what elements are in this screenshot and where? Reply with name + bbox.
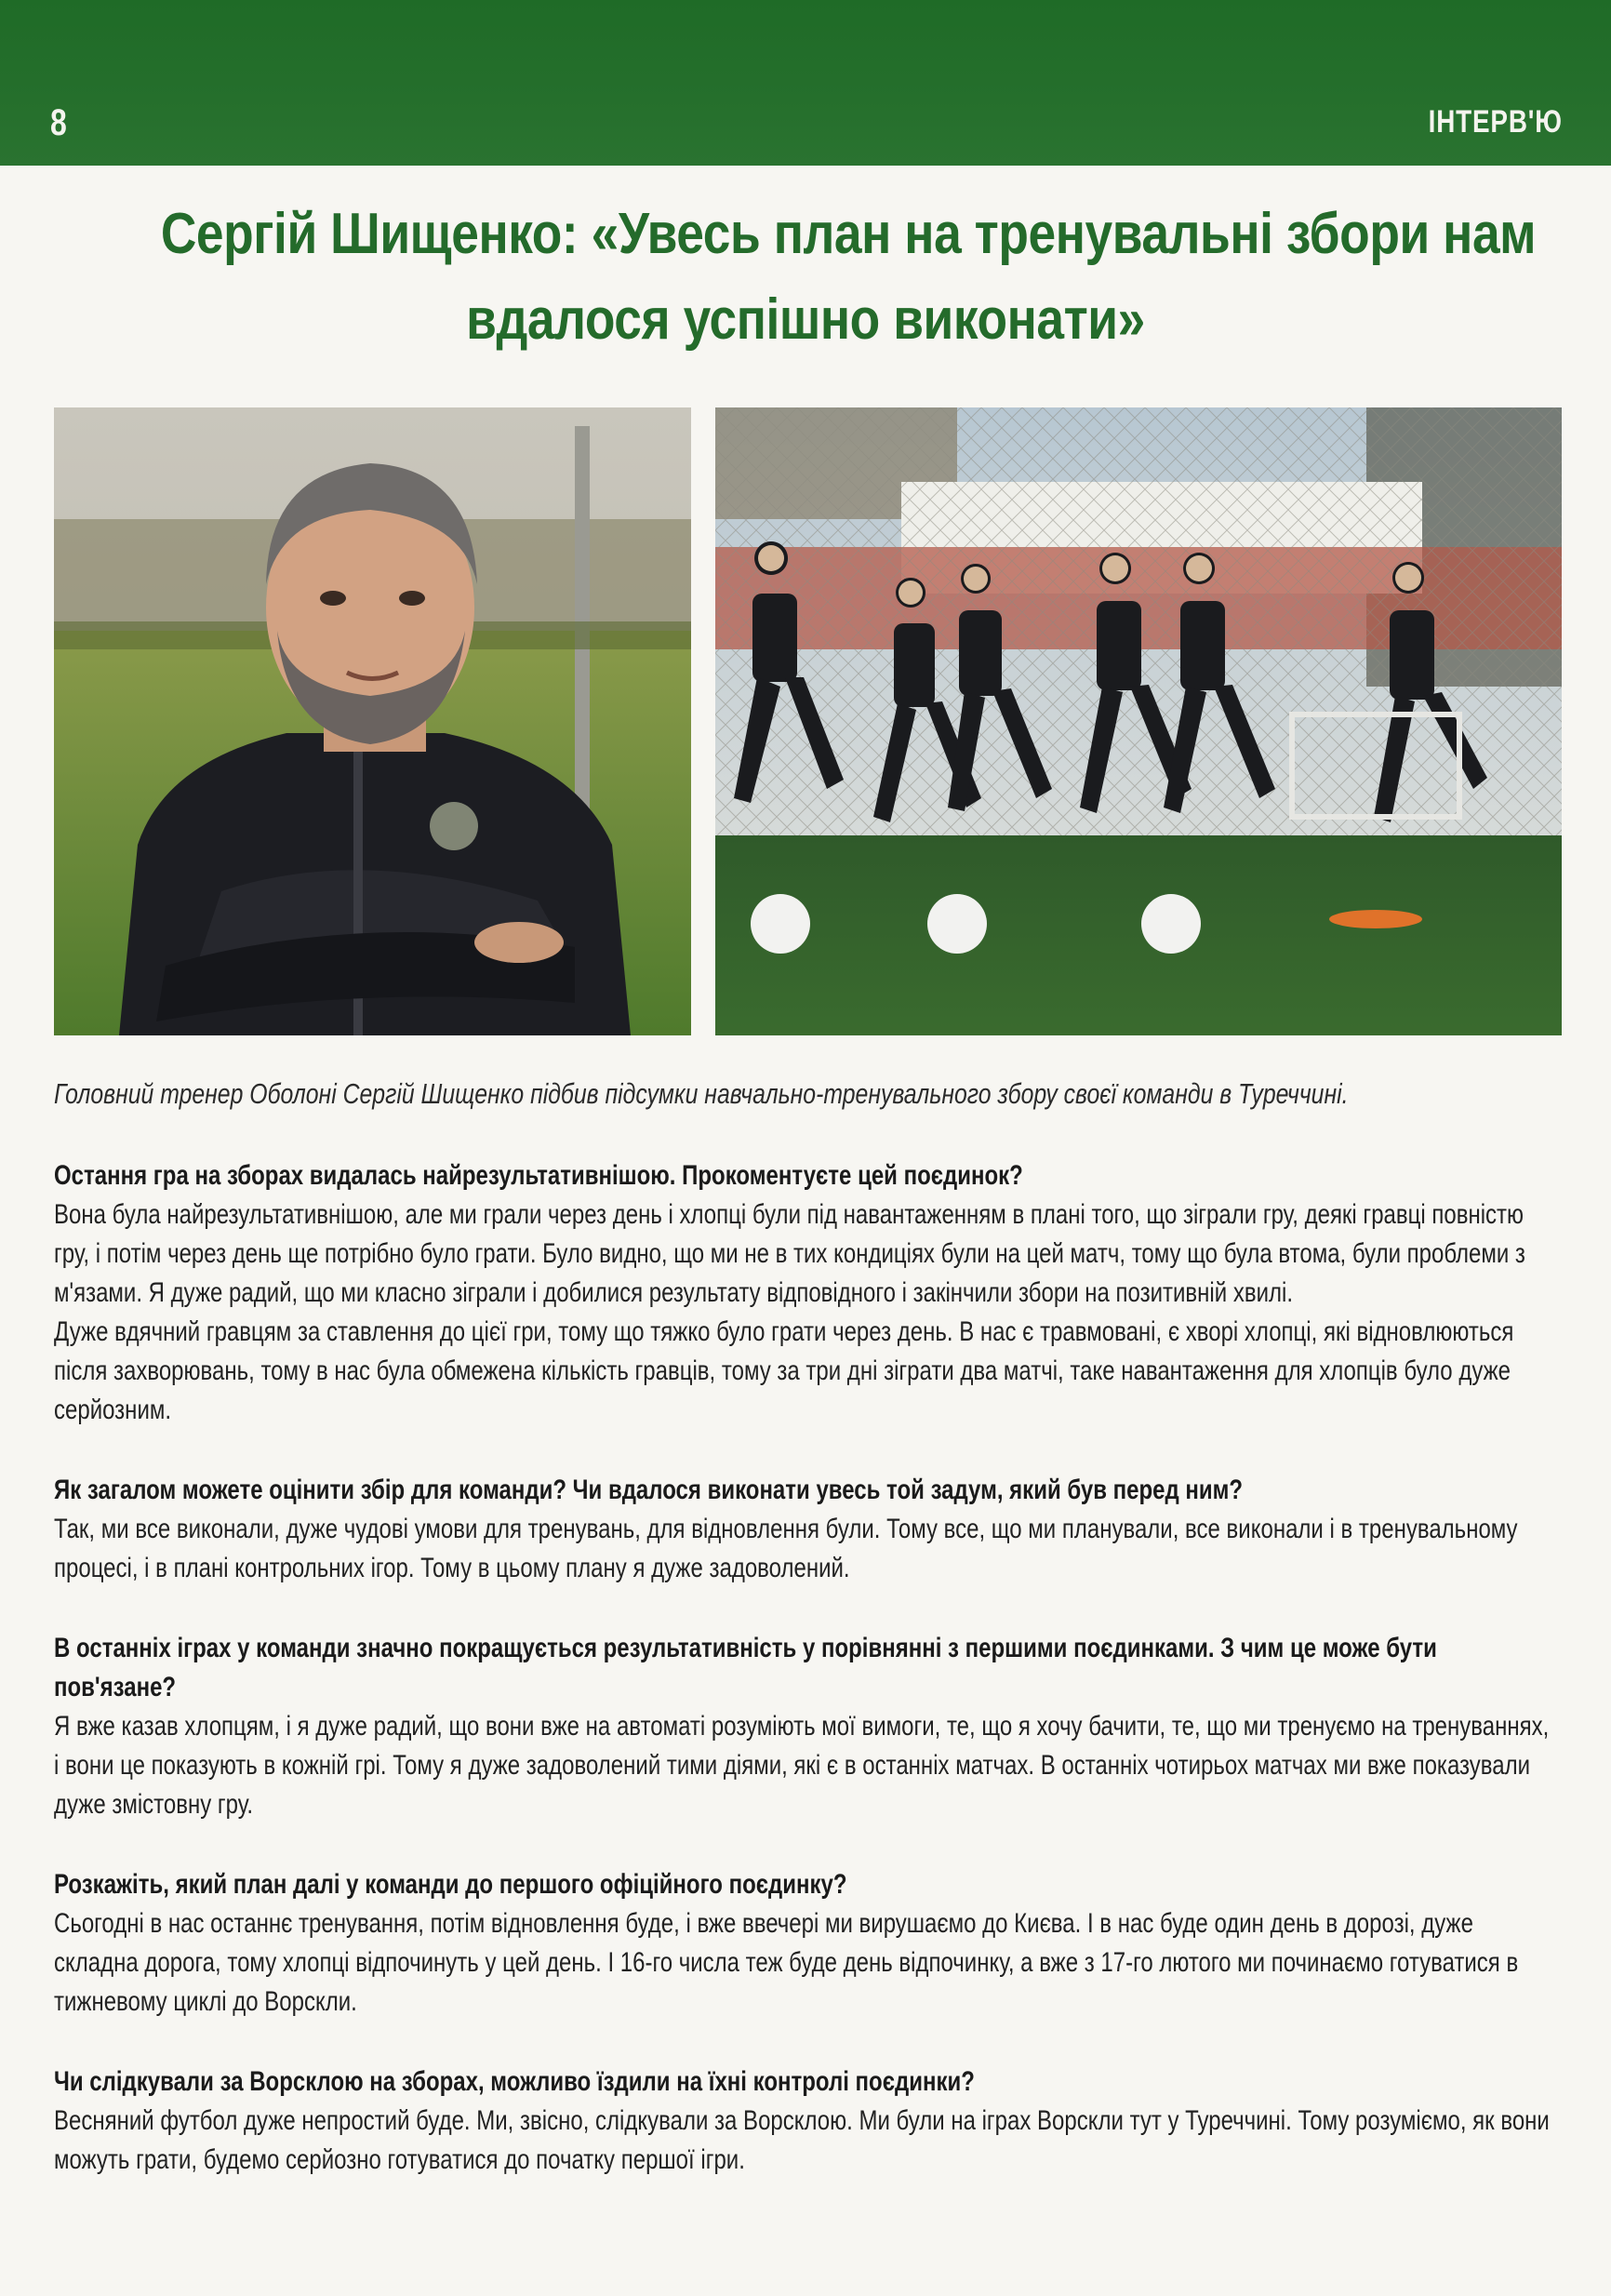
answer-2-paragraph-1: Так, ми все виконали, дуже чудові умови для тренувань, для відновлення були. Тому все, що ми планували, все виконали і в тренувальному процесі, і в плані контрольних ігор. Тому в цьому плану я дуже задоволений. — [54, 1514, 1518, 1583]
header-bar — [0, 0, 1611, 166]
coach-portrait-photo — [54, 407, 691, 1035]
question-4: Розкажіть, який план далі у команди до першого офіційного поєдинку? — [54, 1869, 847, 1900]
interview-block-4 — [54, 1865, 1557, 2022]
question-1: Остання гра на зборах видалась найрезультативнішою. Прокоментуєте цей поєдинок? — [54, 1160, 1023, 1191]
answer-1-paragraph-2: Дуже вдячний гравцям за ставлення до цієї гри, тому що тяжко було грати через день. В нас є травмовані, є хворі хлопці, які відновлюються після захворювань, тому в нас була обмежена кількість гравців, тому за три дні зіграти два матчі, таке навантаження для хлопців було дуже серйозним. — [54, 1316, 1514, 1425]
answer-5-paragraph-1: Весняний футбол дуже непростий буде. Ми, звісно, слідкували за Ворсклою. Ми були на іграх Ворскли тут у Туреччині. Тому розуміємо, як вони можуть грати, будемо серйозно готуватися до початку першої ігри. — [54, 2105, 1550, 2175]
interview-block-1 — [54, 1156, 1557, 1430]
interview-block-2 — [54, 1471, 1557, 1588]
page-number: 8 — [50, 102, 67, 143]
question-2: Як загалом можете оцінити збір для команди? Чи вдалося виконати увесь той задум, який був перед ним? — [54, 1475, 1244, 1505]
interview-body — [54, 1156, 1557, 2221]
answer-3-paragraph-1: Я вже казав хлопцям, і я дуже радий, що вони вже на автоматі розуміють мої вимоги, те, що я хочу бачити, те, що ми тренуємо на тренуваннях, і вони це показують в кожній грі. Тому я дуже задоволений тими діями, які є в останніх матчах. В останніх чотирьох матчах ми вже показували дуже змістовну гру. — [54, 1711, 1550, 1820]
photo-caption: Головний тренер Оболоні Сергій Шищенко підбив підсумки навчально-тренувального збору своєї команди в Туреччині. — [54, 1077, 1349, 1110]
answer-1-paragraph-1: Вона була найрезультативнішою, але ми грали через день і хлопці були під навантаженням в плані того, що зіграли гру, деякі гравці повністю гру, і потім через день ще потрібно було грати. Було видно, що ми не в тих кондиціях були на цей матч, тому що була втома, були проблеми з м'язами. Я дуже радий, що ми класно зіграли і добилися результату відповідного і закінчили збори на позитивній хвилі. — [54, 1199, 1525, 1308]
section-label: ІНТЕРВ'Ю — [1428, 104, 1563, 140]
question-5: Чи слідкували за Ворсклою на зборах, можливо їздили на їхні контролі поєдинки? — [54, 2066, 975, 2097]
interview-block-5 — [54, 2062, 1557, 2180]
interview-block-3 — [54, 1629, 1557, 1824]
headline-line-2: вдалося успішно виконати» — [466, 287, 1145, 352]
team-training-photo — [715, 407, 1562, 1035]
article-headline — [56, 192, 1555, 363]
question-3: В останніх іграх у команди значно покращується результативність у порівнянні з першими поєдинками. З чим це може бути пов'язане? — [54, 1633, 1437, 1702]
team-training-illustration — [715, 407, 1562, 1035]
coach-portrait-illustration — [54, 407, 691, 1035]
answer-4-paragraph-1: Сьогодні в нас останнє тренування, потім відновлення буде, і вже ввечері ми вирушаємо до Києва. І в нас буде один день в дорозі, дуже складна дорога, тому хлопці відпочинуть у цей день. І 16-го числа теж буде день відпочинку, а вже з 17-го лютого ми починаємо готуватися в тижневому циклі до Ворскли. — [54, 1908, 1519, 2017]
headline-line-1: Сергій Шищенко: «Увесь план на тренувальні збори нам — [160, 202, 1537, 266]
